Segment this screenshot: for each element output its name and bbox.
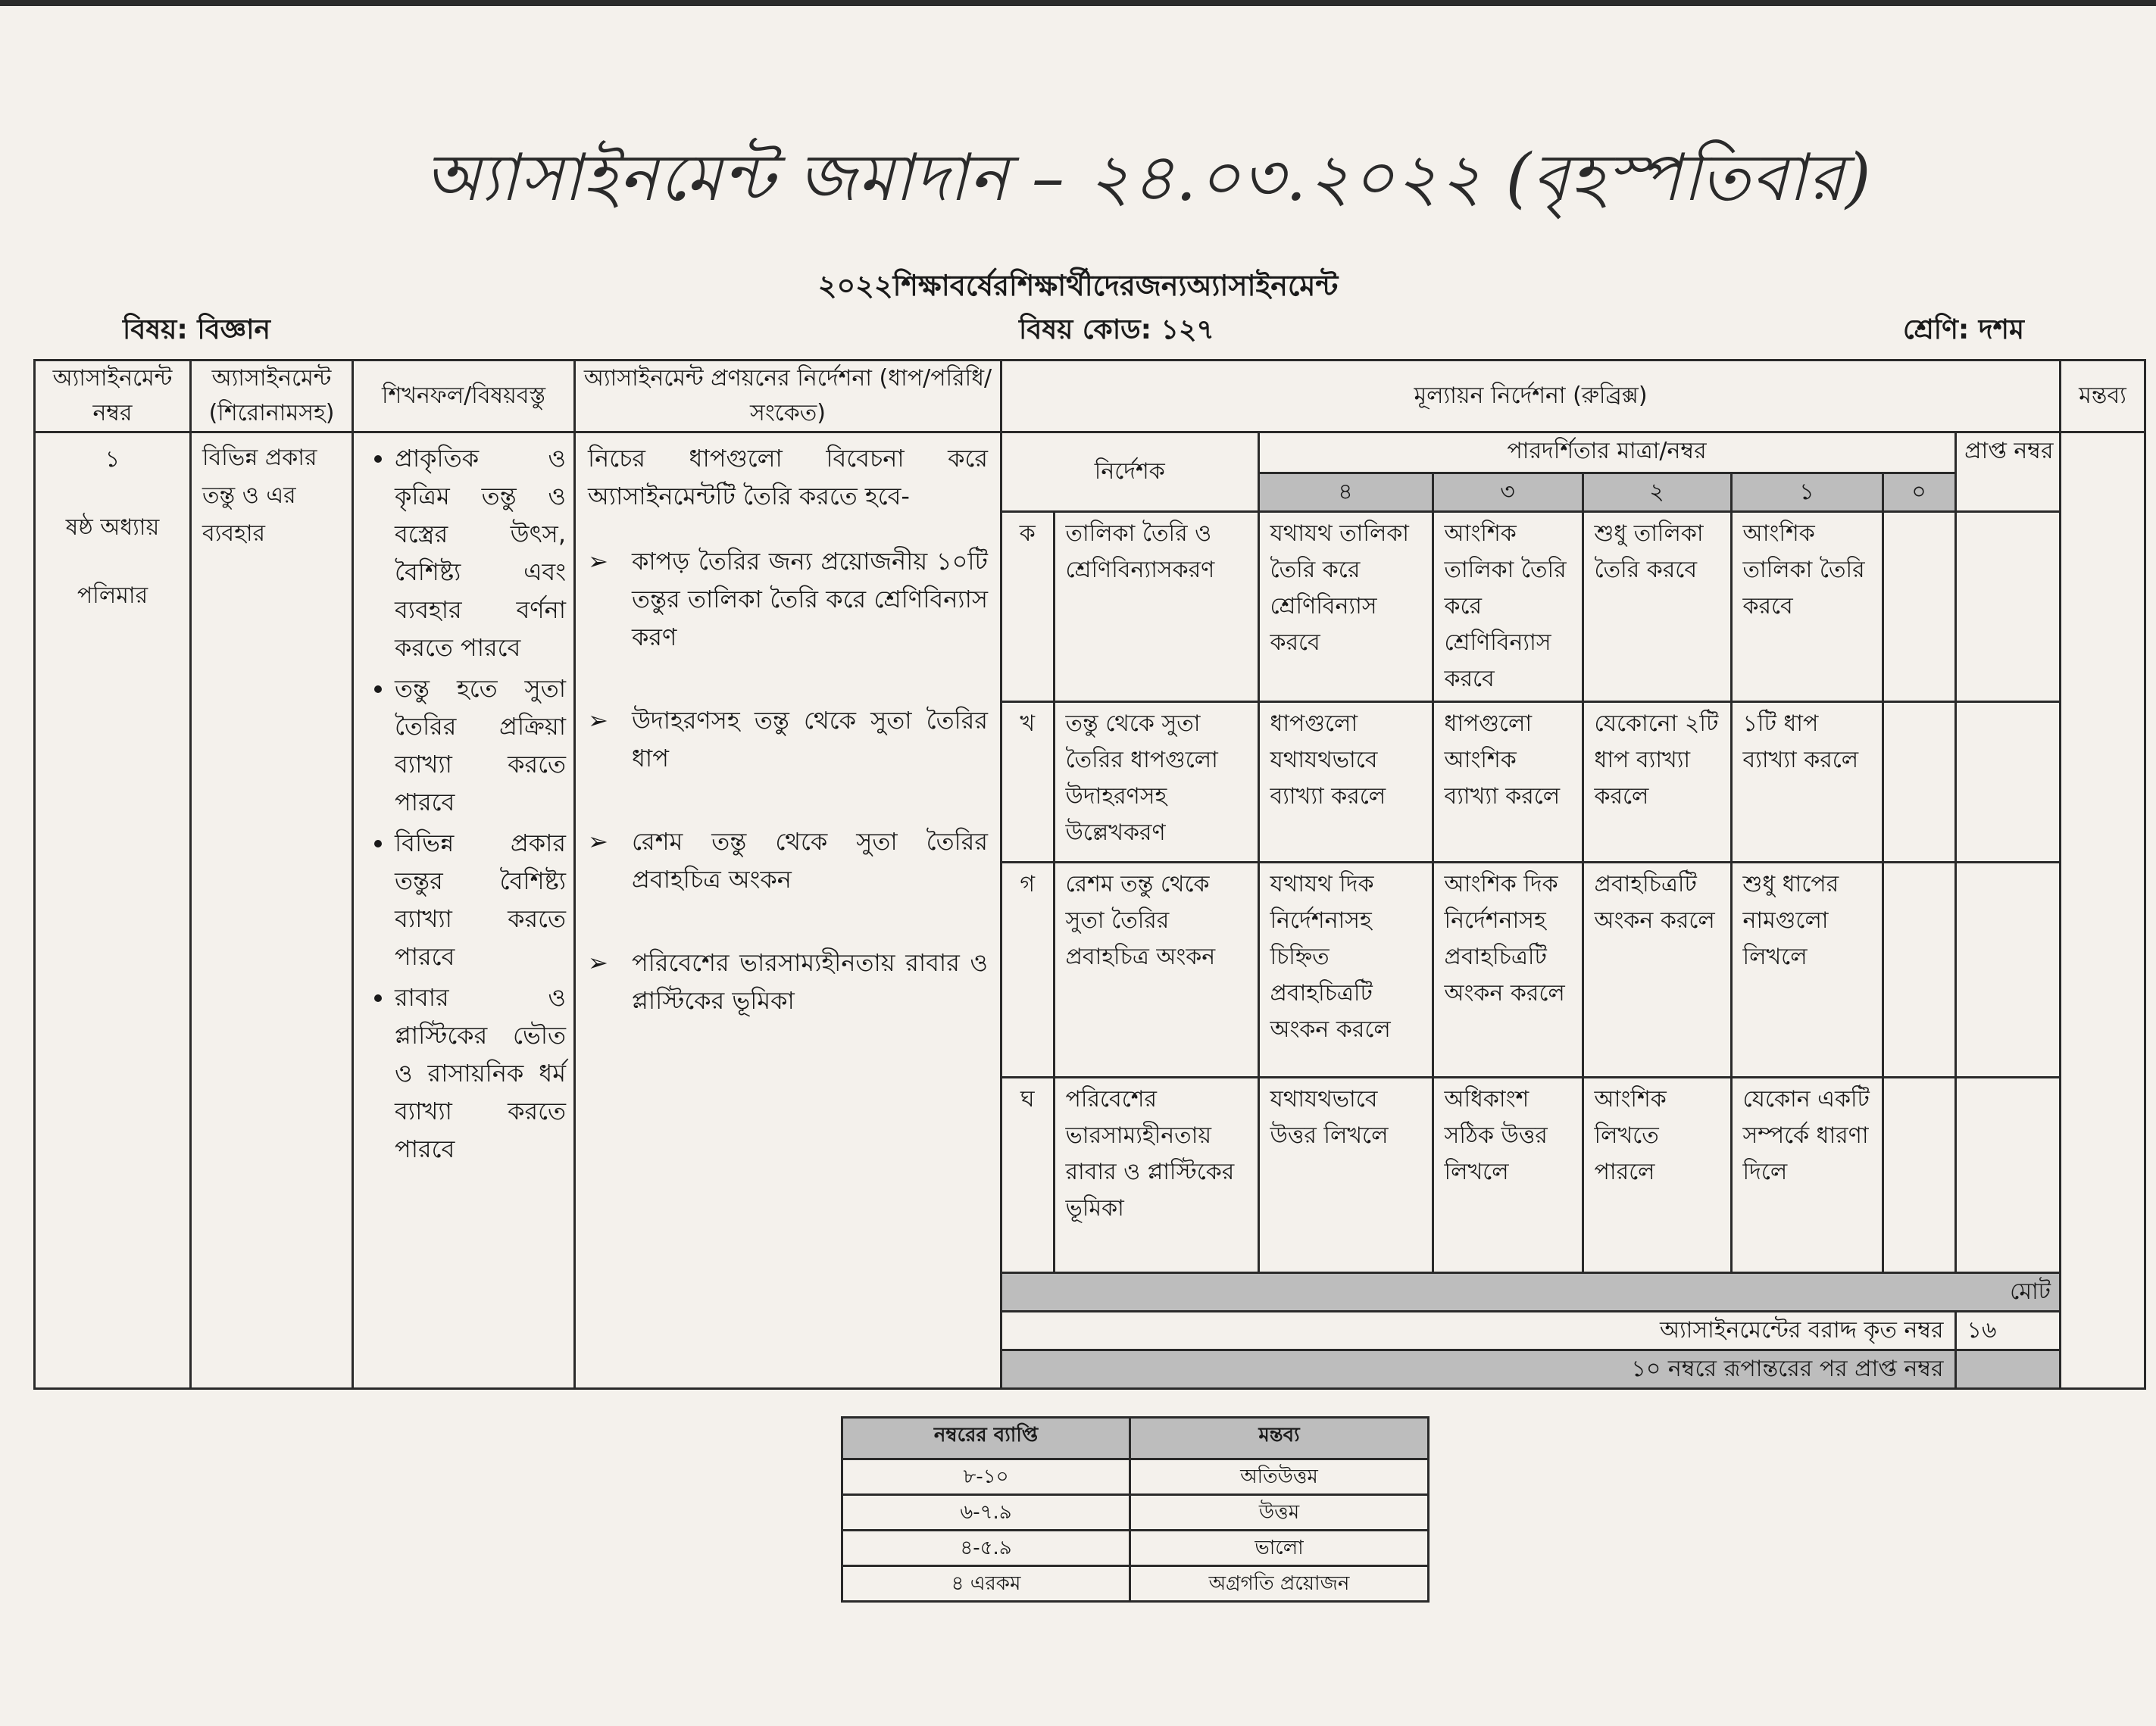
rubric-level-3-text: অধিকাংশ সঠিক উত্তর লিখলে	[1433, 1077, 1583, 1272]
learning-outcome-item: • বিভিন্ন প্রকার তন্তুর বৈশিষ্ট্য ব্যাখ্যা করতে পারবে	[395, 824, 566, 975]
instruction-step-text: রেশম তন্তু থেকে সুতা তৈরির প্রবাহচিত্র অংকন	[632, 827, 988, 894]
assignment-title: বিভিন্ন প্রকার তন্তু ও এর ব্যবহার	[202, 445, 317, 547]
rubric-indicator: পরিবেশের ভারসাম্যহীনতায় রাবার ও প্লাস্টিকের ভূমিকা	[1054, 1077, 1258, 1272]
instructions-intro: নিচের ধাপগুলো বিবেচনা করে অ্যাসাইনমেন্টটি তৈরি করতে হবে-	[588, 444, 988, 510]
rubric-row	[1002, 1077, 2061, 1272]
rubric-level-1-text: আংশিক তালিকা তৈরি করবে	[1731, 511, 1883, 701]
instruction-step-text: উদাহরণসহ তন্তু থেকে সুতা তৈরির ধাপ	[632, 706, 988, 772]
assignment-title-cell	[191, 432, 353, 1389]
rubric-allotted-value: ১৬	[1955, 1311, 2061, 1350]
rubric-level-1-text: শুধু ধাপের নামগুলো লিখলে	[1731, 862, 1883, 1077]
rubric-level-0-text	[1883, 862, 1955, 1077]
page-title: ২০২২শিক্ষাবর্ষেরশিক্ষার্থীদেরজন্যঅ্যাসাইনমেন্ট	[817, 269, 1339, 302]
learning-outcome-item: • তন্তু হতে সুতা তৈরির প্রক্রিয়া ব্যাখ্যা করতে পারবে	[395, 669, 566, 821]
rubric-level-3-text: আংশিক তালিকা তৈরি করে শ্রেণিবিন্যাস করবে	[1433, 511, 1583, 701]
grading-remark: অতিউত্তম	[1130, 1459, 1429, 1495]
rubric-row-key: ক	[1002, 511, 1054, 701]
rubric-cell	[1001, 432, 2061, 1389]
grading-range: ৮-১০	[842, 1459, 1130, 1495]
rubric-level-2-text: যেকোনো ২টি ধাপ ব্যাখ্যা করলে	[1583, 701, 1731, 862]
arrow-bullet-icon: ➢	[588, 706, 608, 735]
rubric-obtained-score	[1955, 701, 2061, 862]
instructions-cell	[575, 432, 1001, 1389]
rubric-row	[1002, 701, 2061, 862]
rubric-level-4-text: যথাযথ দিক নির্দেশনাসহ চিহ্নিত প্রবাহচিত্রটি অংকন করলে	[1258, 862, 1433, 1077]
grading-row	[842, 1531, 1429, 1566]
rubric-level-2: ২	[1583, 473, 1731, 511]
rubric-level-3-text: ধাপগুলো আংশিক ব্যাখ্যা করলে	[1433, 701, 1583, 862]
header-instructions: অ্যাসাইনমেন্ট প্রণয়নের নির্দেশনা (ধাপ/পরিধি/সংকেত)	[575, 360, 1001, 432]
instruction-step	[588, 542, 988, 656]
rubric-row-key: গ	[1002, 862, 1054, 1077]
rubric-indicator: তন্তু থেকে সুতা তৈরির ধাপগুলো উদাহরণসহ উল্লেখকরণ	[1054, 701, 1258, 862]
grading-range: ৪-৫.৯	[842, 1531, 1130, 1566]
rubric-obtained-score	[1955, 862, 2061, 1077]
rubric-level-0-text	[1883, 511, 1955, 701]
learning-outcome-cell	[353, 432, 575, 1389]
rubric-level-1-text: যেকোন একটি সম্পর্কে ধারণা দিলে	[1731, 1077, 1883, 1272]
scan-top-edge	[0, 0, 2156, 6]
rubric-level-0-text	[1883, 1077, 1955, 1272]
rubric-indicator: তালিকা তৈরি ও শ্রেণিবিন্যাসকরণ	[1054, 511, 1258, 701]
handwritten-submission-note: অ্যাসাইনমেন্ট জমাদান – ২৪.০৩.২০২২ (বৃহস্পতিবার)	[424, 140, 1873, 216]
grading-header-remark: মন্তব্য	[1130, 1418, 1429, 1459]
subject-code-label: বিষয় কোড: ১২৭	[1019, 314, 1214, 345]
rubric-level-4: ৪	[1258, 473, 1433, 511]
grading-row	[842, 1459, 1429, 1495]
instruction-step	[588, 701, 988, 777]
rubric-level-2-text: শুধু তালিকা তৈরি করবে	[1583, 511, 1731, 701]
class-label: শ্রেণি: দশম	[1903, 314, 2024, 345]
rubric-performance-header: পারদর্শিতার মাত্রা/নম্বর	[1258, 433, 1955, 473]
grading-row	[842, 1566, 1429, 1602]
subject-label: বিষয়: বিজ্ঞান	[123, 314, 271, 345]
assignment-number-cell	[35, 432, 191, 1389]
rubric-table	[1002, 433, 2061, 1387]
rubric-row	[1002, 511, 2061, 701]
rubric-level-4-text: যথাযথ তালিকা তৈরি করে শ্রেণিবিন্যাস করবে	[1258, 511, 1433, 701]
rubric-converted-value	[1955, 1350, 2061, 1387]
rubric-row	[1002, 862, 2061, 1077]
learning-outcome-item: • প্রাকৃতিক ও কৃত্রিম তন্তু ও বস্ত্রের উৎস, বৈশিষ্ট্য এবং ব্যবহার বর্ণনা করতে পারবে	[395, 439, 566, 666]
grading-range: ৪ এরকম	[842, 1566, 1130, 1602]
assignment-number: ১	[105, 446, 120, 473]
instruction-step-text: কাপড় তৈরির জন্য প্রয়োজনীয় ১০টি তন্তুর তালিকা তৈরি করে শ্রেণিবিন্যাস করণ	[632, 547, 988, 651]
rubric-level-1: ১	[1731, 473, 1883, 511]
rubric-level-3-text: আংশিক দিক নির্দেশনাসহ প্রবাহচিত্রটি অংকন করলে	[1433, 862, 1583, 1077]
arrow-bullet-icon: ➢	[588, 948, 608, 977]
rubric-indicator-header: নির্দেশক	[1002, 433, 1258, 511]
header-evaluation: মূল্যায়ন নির্দেশনা (রুব্রিক্স)	[1001, 360, 2061, 432]
assignment-table	[33, 359, 2146, 1390]
grading-remark: অগ্রগতি প্রয়োজন	[1130, 1566, 1429, 1602]
grading-remark: উত্তম	[1130, 1495, 1429, 1531]
header-remarks: মন্তব্য	[2061, 360, 2145, 432]
rubric-row-key: খ	[1002, 701, 1054, 862]
grading-range: ৬-৭.৯	[842, 1495, 1130, 1531]
remarks-cell	[2061, 432, 2145, 1389]
header-assignment-no: অ্যাসাইনমেন্ট নম্বর	[35, 360, 191, 432]
chapter-name: পলিমার	[77, 582, 148, 609]
instruction-step	[588, 822, 988, 898]
rubric-total-label: মোট	[1002, 1272, 2061, 1311]
rubric-obtained-score	[1955, 1077, 2061, 1272]
grading-header-range: নম্বরের ব্যাপ্তি	[842, 1418, 1130, 1459]
rubric-allotted-label: অ্যাসাইনমেন্টের বরাদ্দ কৃত নম্বর	[1002, 1311, 1955, 1350]
grading-scale-table	[841, 1416, 1430, 1603]
header-assignment-title: অ্যাসাইনমেন্ট (শিরোনামসহ)	[191, 360, 353, 432]
rubric-converted-label: ১০ নম্বরে রূপান্তরের পর প্রাপ্ত নম্বর	[1002, 1350, 1955, 1387]
rubric-level-4-text: যথাযথভাবে উত্তর লিখলে	[1258, 1077, 1433, 1272]
rubric-row-key: ঘ	[1002, 1077, 1054, 1272]
learning-outcome-item: • রাবার ও প্লাস্টিকের ভৌত ও রাসায়নিক ধর্ম ব্যাখ্যা করতে পারবে	[395, 978, 566, 1168]
grading-remark: ভালো	[1130, 1531, 1429, 1566]
instruction-step-text: পরিবেশের ভারসাম্যহীনতায় রাবার ও প্লাস্টিকের ভূমিকা	[632, 948, 988, 1015]
arrow-bullet-icon: ➢	[588, 827, 608, 856]
rubric-indicator: রেশম তন্তু থেকে সুতা তৈরির প্রবাহচিত্র অংকন	[1054, 862, 1258, 1077]
instruction-step	[588, 944, 988, 1019]
grading-row	[842, 1495, 1429, 1531]
header-learning-outcome: শিখনফল/বিষয়বস্তু	[353, 360, 575, 432]
rubric-obtained-score	[1955, 511, 2061, 701]
rubric-level-0-text	[1883, 701, 1955, 862]
chapter-label: ষষ্ঠ অধ্যায়	[65, 514, 160, 541]
rubric-level-3: ৩	[1433, 473, 1583, 511]
arrow-bullet-icon: ➢	[588, 547, 608, 576]
rubric-level-4-text: ধাপগুলো যথাযথভাবে ব্যাখ্যা করলে	[1258, 701, 1433, 862]
rubric-level-2-text: আংশিক লিখতে পারলে	[1583, 1077, 1731, 1272]
rubric-level-0: ০	[1883, 473, 1955, 511]
rubric-level-1-text: ১টি ধাপ ব্যাখ্যা করলে	[1731, 701, 1883, 862]
rubric-level-2-text: প্রবাহচিত্রটি অংকন করলে	[1583, 862, 1731, 1077]
rubric-obtained-header: প্রাপ্ত নম্বর	[1955, 433, 2061, 511]
